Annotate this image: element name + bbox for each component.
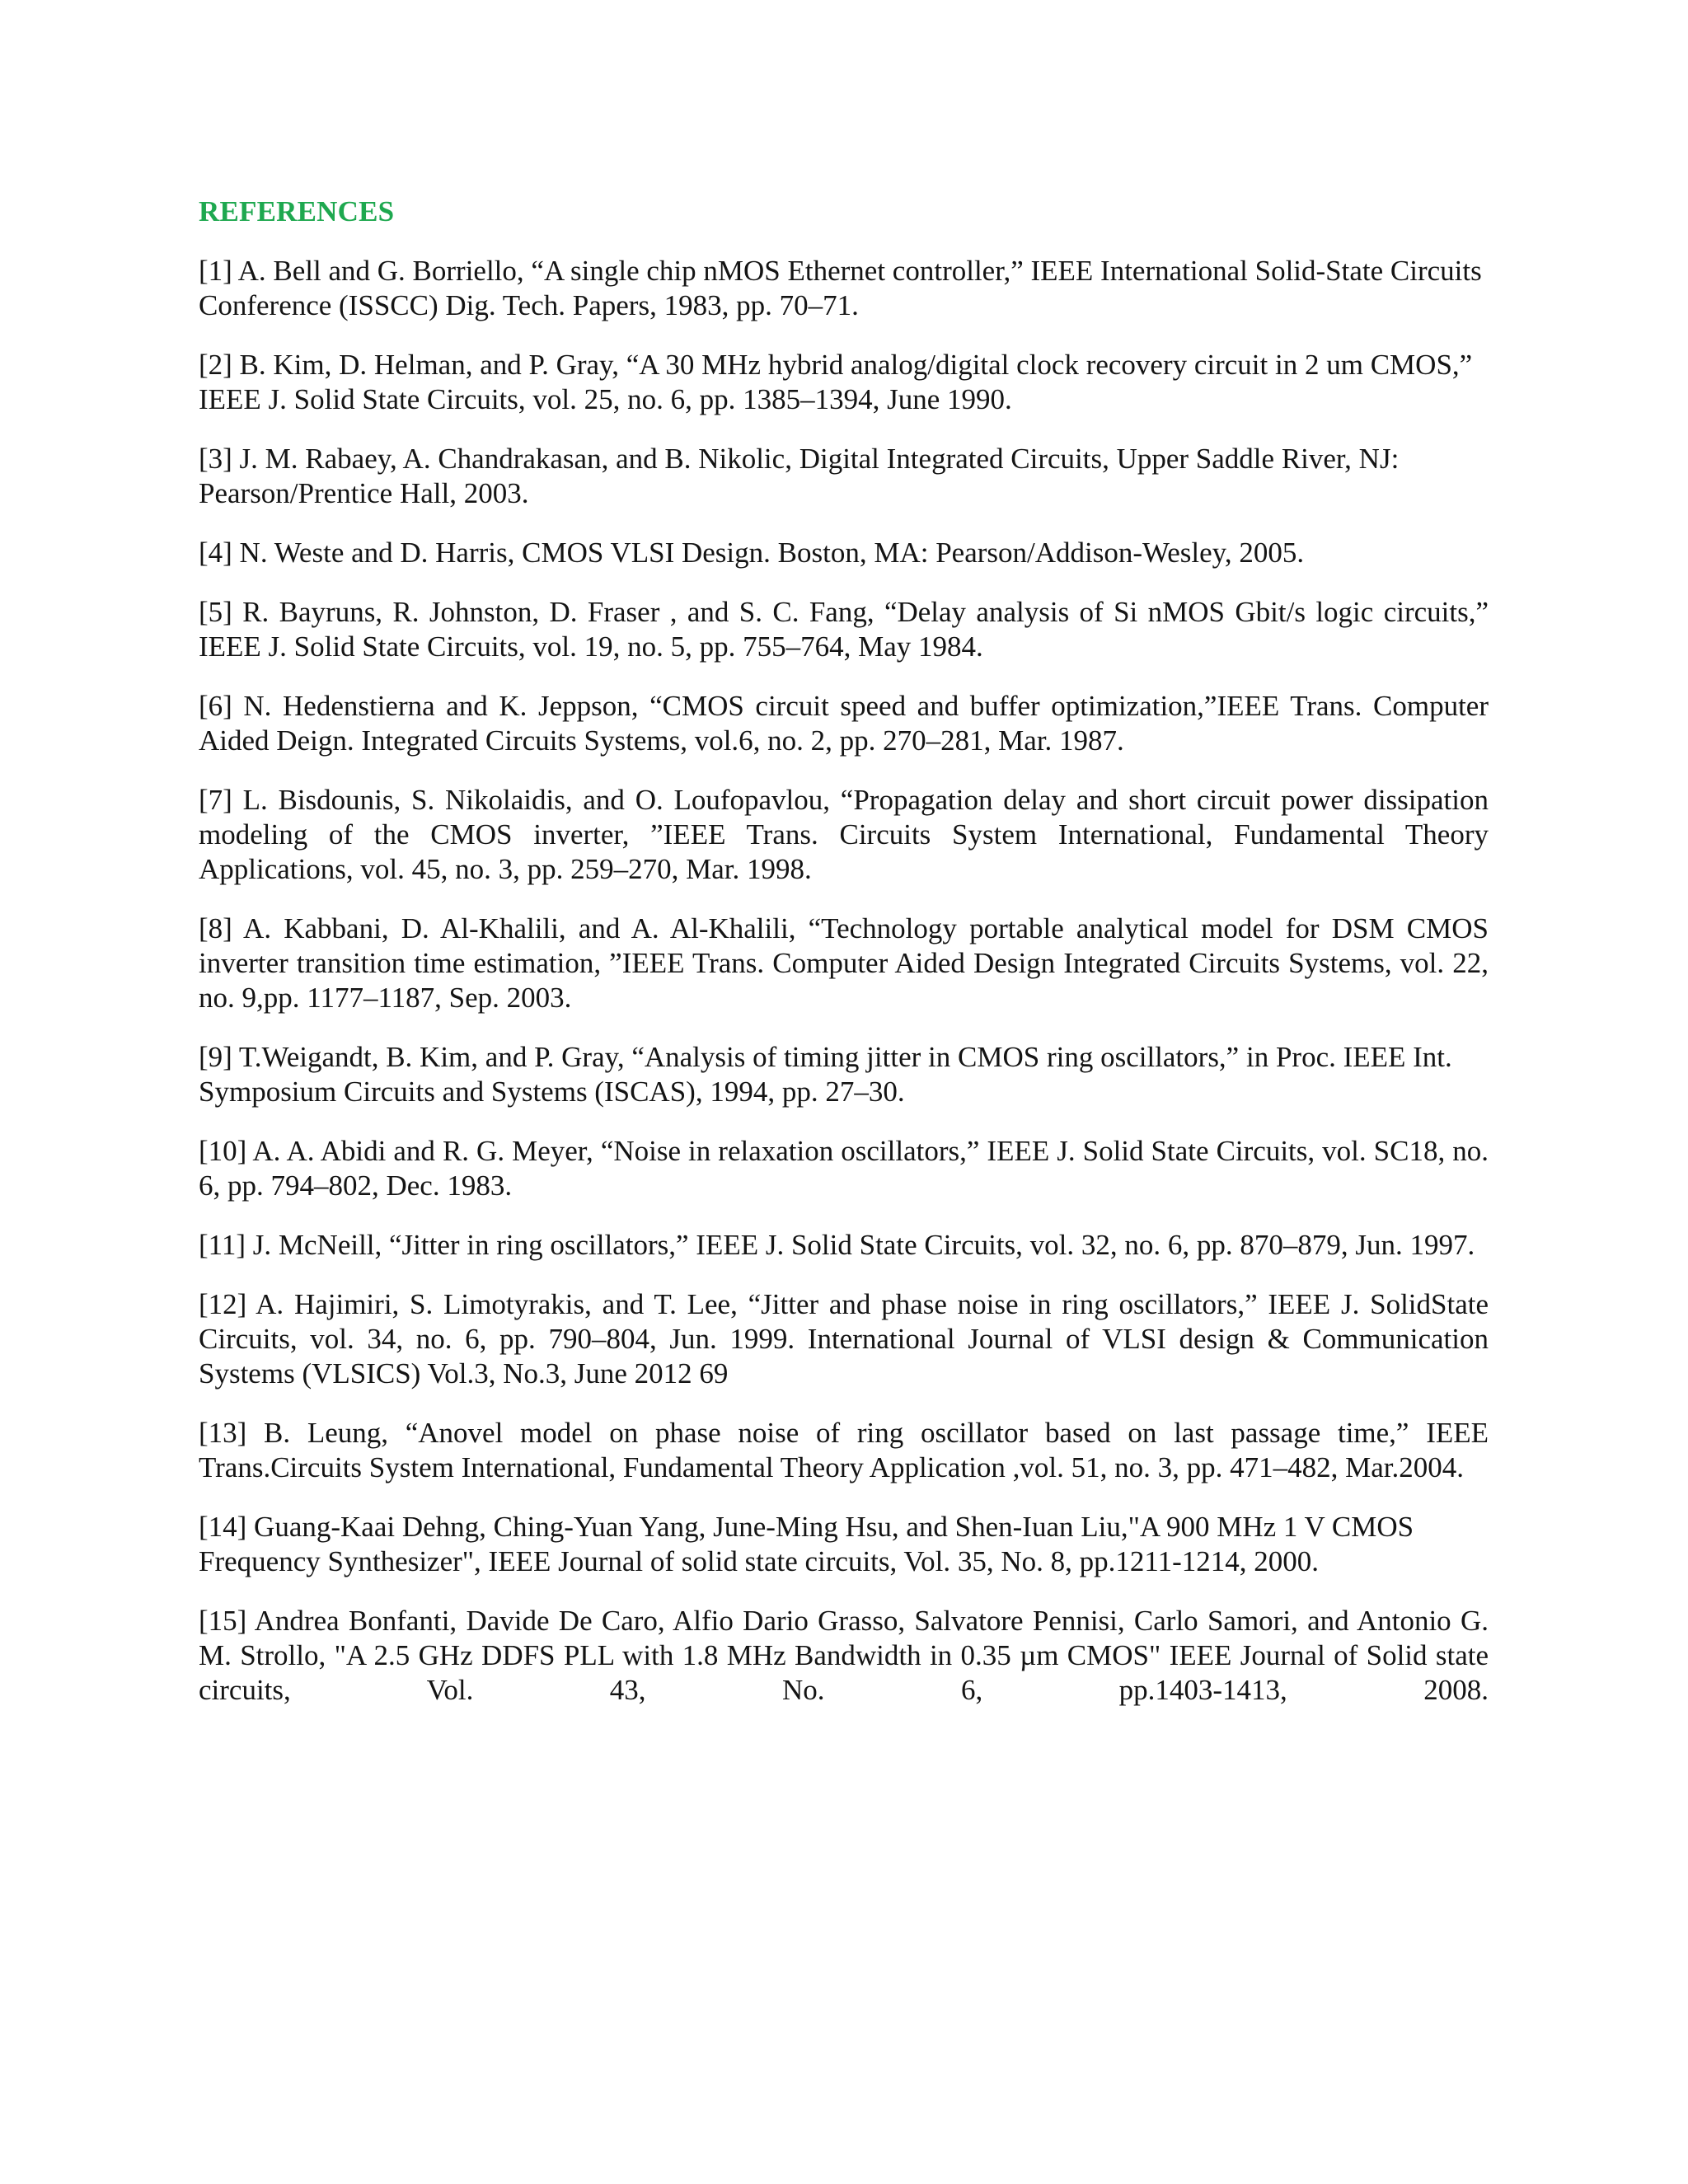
reference-12: [12] A. Hajimiri, S. Limotyrakis, and T. Lee, “Jitter and phase noise in ring oscillators,” IEEE J. SolidState Circuits, vol. 34, no. 6, pp. 790–804, Jun. 1999. International Journal of VLSI design & Communication Systems (VLSICS) Vol.3, No.3, June 2012 69 [199, 1288, 1489, 1390]
reference-3: [3] J. M. Rabaey, A. Chandrakasan, and B. Nikolic, Digital Integrated Circuits, Upper Saddle River, NJ: Pearson/Prentice Hall, 2003. [199, 443, 1400, 509]
reference-4: [4] N. Weste and D. Harris, CMOS VLSI Design. Boston, MA: Pearson/Addison-Wesley, 2005. [199, 537, 1305, 569]
reference-6: [6] N. Hedenstierna and K. Jeppson, “CMOS circuit speed and buffer optimization,”IEEE Trans. Computer Aided Deign. Integrated Circuits Systems, vol.6, no. 2, pp. 270–281, Mar. 1987. [199, 690, 1489, 757]
reference-7: [7] L. Bisdounis, S. Nikolaidis, and O. Loufopavlou, “Propagation delay and short circuit power dissipation modeling of the CMOS inverter, ”IEEE Trans. Circuits System International, Fundamental Theory Applications, vol. 45, no. 3, pp. 259–270, Mar. 1998. [199, 784, 1489, 885]
reference-11: [11] J. McNeill, “Jitter in ring oscillators,” IEEE J. Solid State Circuits, vol. 32, no. 6, pp. 870–879, Jun. 1997. [199, 1229, 1475, 1261]
reference-14: [14] Guang-Kaai Dehng, Ching-Yuan Yang, June-Ming Hsu, and Shen-Iuan Liu,"A 900 MHz 1 V CMOS Frequency Synthesizer", IEEE Journal of solid state circuits, Vol. 35, No. 8, pp.1211-1214, 2000. [199, 1511, 1414, 1577]
reference-10: [10] A. A. Abidi and R. G. Meyer, “Noise in relaxation oscillators,” IEEE J. Solid State Circuits, vol. SC18, no. 6, pp. 794–802, Dec. 1983. [199, 1135, 1489, 1202]
reference-8: [8] A. Kabbani, D. Al-Khalili, and A. Al-Khalili, “Technology portable analytical model for DSM CMOS inverter transition time estimation, ”IEEE Trans. Computer Aided Design Integrated Circuits Systems, vol. 22, no. 9,pp. 1177–1187, Sep. 2003. [199, 912, 1489, 1014]
reference-13: [13] B. Leung, “Anovel model on phase noise of ring oscillator based on last passage time,” IEEE Trans.Circuits System International, Fundamental Theory Application ,vol. 51, no. 3, pp. 471–482, Mar.2004. [199, 1417, 1489, 1483]
reference-5: [5] R. Bayruns, R. Johnston, D. Fraser , and S. C. Fang, “Delay analysis of Si nMOS Gbit/s logic circuits,” IEEE J. Solid State Circuits, vol. 19, no. 5, pp. 755–764, May 1984. [199, 596, 1489, 663]
references-heading: REFERENCES [199, 195, 395, 227]
reference-9: [9] T.Weigandt, B. Kim, and P. Gray, “Analysis of timing jitter in CMOS ring oscillators,” in Proc. IEEE Int. Symposium Circuits and Systems (ISCAS), 1994, pp. 27–30. [199, 1041, 1452, 1108]
reference-2: [2] B. Kim, D. Helman, and P. Gray, “A 30 MHz hybrid analog/digital clock recovery circuit in 2 um CMOS,” IEEE J. Solid State Circuits, vol. 25, no. 6, pp. 1385–1394, June 1990. [199, 349, 1473, 415]
reference-15: [15] Andrea Bonfanti, Davide De Caro, Alfio Dario Grasso, Salvatore Pennisi, Carlo Samori, and Antonio G. M. Strollo, "A 2.5 GHz DDFS PLL with 1.8 MHz Bandwidth in 0.35 µm CMOS" IEEE Journal of Solid state circuits, Vol. 43, No. 6, pp.1403-1413, 2008. [199, 1605, 1489, 1706]
reference-1: [1] A. Bell and G. Borriello, “A single chip nMOS Ethernet controller,” IEEE International Solid-State Circuits Conference (ISSCC) Dig. Tech. Papers, 1983, pp. 70–71. [199, 255, 1482, 321]
references-page [199, 194, 1489, 1732]
